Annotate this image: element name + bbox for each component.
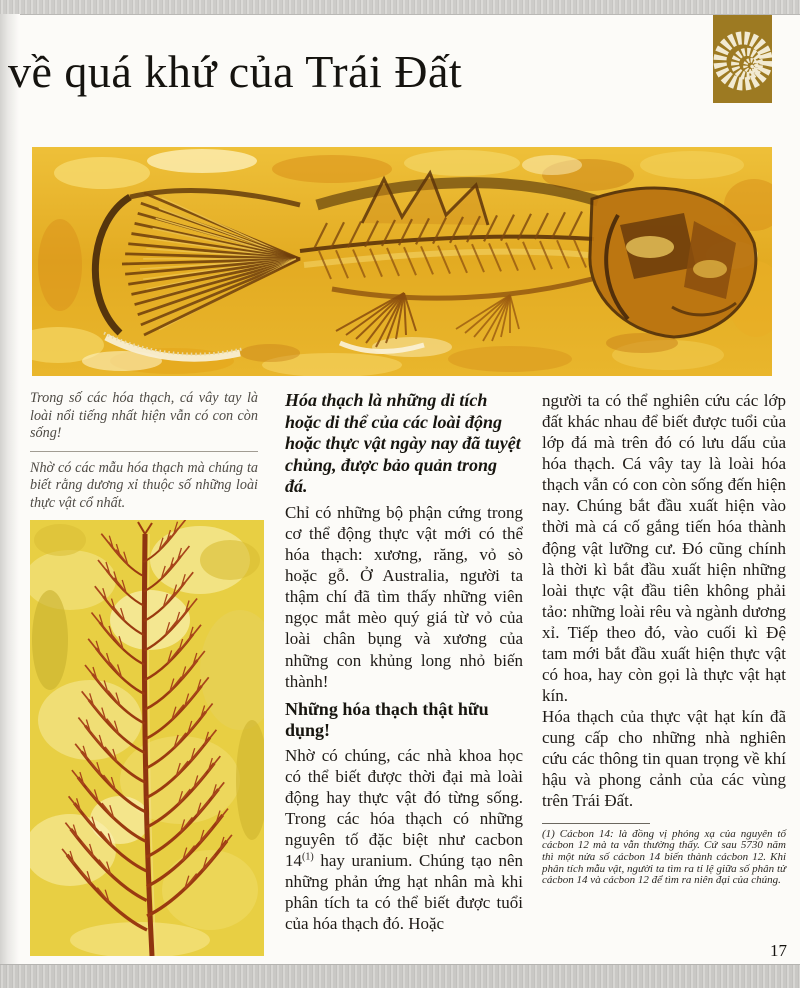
- fossil-fern-image: [30, 520, 264, 956]
- body-paragraph-2-text: Nhờ có chúng, các nhà khoa học có thể biết được thời đại mà loài động hay thực vật đó từng sống. Trong các hóa thạch có những nguyên tố đặc biệt như cacbon 14: [285, 746, 523, 870]
- footnote-divider: [542, 823, 650, 824]
- chapter-badge: [713, 15, 772, 103]
- book-edge-bottom: [0, 964, 800, 988]
- page-left-shadow: [0, 14, 20, 964]
- photo-caption-fish: Trong số các hóa thạch, cá vây tay là loài nổi tiếng nhất hiện vẫn có con còn sống!: [30, 390, 258, 443]
- lead-paragraph: Hóa thạch là những di tích hoặc di thể của các loài động hoặc thực vật ngày nay đã tuyệt chủng, được bảo quản trong đá.: [285, 390, 523, 498]
- fossil-fish-image: [32, 147, 772, 376]
- body-paragraph-3: người ta có thể nghiên cứu các lớp đất khác nhau để biết được tuổi của lớp đá mà trên đó có lưu dấu của hóa thạch. Cá vây tay là loài hóa thạch vẫn có con còn sống đến hiện nay. Chúng bắt đầu xuất hiện vào thời mà cá cố gắng tiến hóa thành động vật lưỡng cư. Đó cũng chính là thời kì bắt đầu xuất hiện những loài thực vật đầu tiên không phải tảo: những loài rêu và ngành dương xỉ. Tiếp theo đó, vào cuối kì Đệ tam mới bắt đầu xuất hiện thực vật có hoa, hay còn gọi là thực vật hạt kín.: [542, 390, 786, 706]
- book-edge-top: [0, 0, 800, 15]
- caption-divider: [30, 451, 258, 452]
- ammonite-icon: [713, 15, 772, 103]
- page-number: 17: [770, 941, 787, 961]
- footnote: (1) Cácbon 14: là đồng vị phóng xạ của nguyên tố cácbon 12 mà ta vẫn thường thấy. Cứ sau 5730 năm thì một nửa số cácbon 14 biến thành cácbon 12. Khi phân tích mẫu vật, người ta tìm ra tỉ lệ giữa số phân tử cácbon 14 và cácbon 12 để tìm ra niên đại của chúng.: [542, 829, 786, 887]
- footnote-ref: (1): [302, 852, 314, 863]
- right-column: [542, 390, 786, 887]
- left-column: [30, 390, 260, 956]
- photo-caption-fern: Nhờ có các mẫu hóa thạch mà chúng ta biết rằng dương xỉ thuộc số những loài thực vật cổ nhất.: [30, 460, 258, 513]
- body-paragraph-1: Chỉ có những bộ phận cứng trong cơ thể động thực vật mới có thể hóa thạch: xương, răng, vỏ sò hoặc gỗ. Ở Australia, người ta thậm chí đã tìm thấy những viên ngọc mắt mèo quý giá từ vỏ của loài chân bụng và xương của những con khủng long nhỏ biến thành!: [285, 502, 523, 692]
- section-heading: Những hóa thạch thật hữu dụng!: [285, 699, 523, 742]
- body-paragraph-4: Hóa thạch của thực vật hạt kín đã cung cấp cho những nhà nghiên cứu các thông tin quan trọng về khí hậu và phong cảnh của các vùng trên Trái Đất.: [542, 706, 786, 811]
- page-title: về quá khứ của Trái Đất: [8, 46, 462, 99]
- body-paragraph-2: [285, 745, 523, 935]
- middle-column: [285, 390, 523, 935]
- body-paragraph-2-cont: hay uranium. Chúng tạo nên những phản ứng hạt nhân mà khi phân tích ta có thể biết được tuổi của hóa thạch đó. Hoặc: [285, 851, 523, 933]
